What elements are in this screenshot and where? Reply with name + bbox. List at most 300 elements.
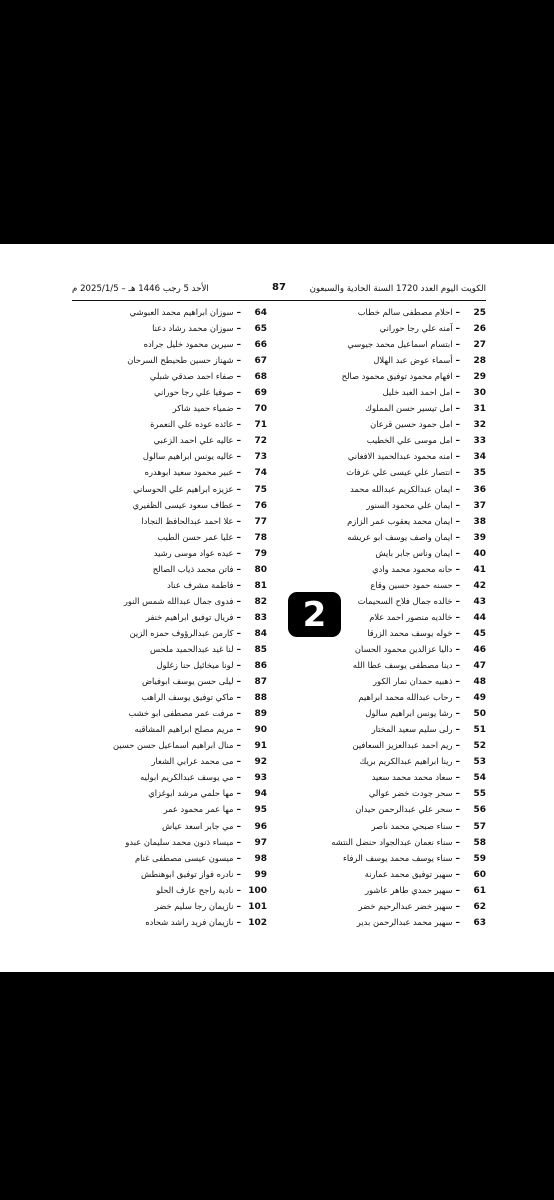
item-name: خوله يوسف محمد الزرقا bbox=[367, 627, 453, 638]
item-number: 43 bbox=[473, 596, 486, 607]
item-name: ايمان وناس جابر بايش bbox=[375, 547, 453, 558]
item-number: 77 bbox=[254, 516, 267, 527]
item-name: امل تيسير حسن المملوك bbox=[365, 403, 453, 414]
list-item bbox=[81, 785, 267, 801]
list-item bbox=[300, 577, 486, 593]
list-item bbox=[81, 689, 267, 705]
item-dash: – bbox=[236, 436, 241, 447]
item-name: لونا ميخائيل حنا زغلول bbox=[156, 660, 234, 671]
list-item bbox=[300, 866, 486, 882]
item-dash: – bbox=[236, 452, 241, 463]
list-item bbox=[81, 914, 267, 930]
item-dash: – bbox=[455, 741, 460, 752]
item-name: رحاب عبدالله محمد ابراهيم bbox=[358, 692, 453, 703]
list-item bbox=[300, 882, 486, 898]
list-item bbox=[81, 641, 267, 657]
item-number: 91 bbox=[254, 741, 267, 752]
item-dash: – bbox=[455, 837, 460, 848]
item-dash: – bbox=[236, 644, 241, 655]
item-number: 60 bbox=[473, 869, 486, 880]
item-dash: – bbox=[455, 709, 460, 720]
item-dash: – bbox=[455, 853, 460, 864]
item-name: امل موسى علي الخطيب bbox=[366, 435, 453, 446]
item-number: 38 bbox=[473, 516, 486, 527]
list-item bbox=[300, 320, 486, 336]
item-dash: – bbox=[455, 821, 460, 832]
item-name: ميسون عيسى مصطفى غنام bbox=[135, 852, 234, 863]
item-name: سناء نعمان عبدالجواد حنضل النتشه bbox=[331, 836, 453, 847]
list-item bbox=[300, 464, 486, 480]
list-item bbox=[300, 641, 486, 657]
item-dash: – bbox=[236, 741, 241, 752]
item-name: نازيمان رجا سليم خضر bbox=[154, 900, 234, 911]
item-name: انتصار علي عيسى علي عرفات bbox=[346, 467, 453, 478]
item-number: 37 bbox=[473, 500, 486, 511]
item-name: خالده جمال فلاح السحيمات bbox=[357, 595, 453, 606]
item-number: 90 bbox=[254, 725, 267, 736]
list-item bbox=[81, 882, 267, 898]
item-dash: – bbox=[236, 917, 241, 928]
list-item bbox=[300, 561, 486, 577]
item-dash: – bbox=[236, 628, 241, 639]
item-dash: – bbox=[236, 853, 241, 864]
item-dash: – bbox=[455, 661, 460, 672]
item-name: حانه محمود محمد وادي bbox=[372, 563, 453, 574]
list-item bbox=[81, 769, 267, 785]
item-number: 47 bbox=[473, 661, 486, 672]
list-item bbox=[81, 352, 267, 368]
item-number: 93 bbox=[254, 773, 267, 784]
item-number: 36 bbox=[473, 484, 486, 495]
item-name: حسنه حمود حسين وقاع bbox=[370, 579, 453, 590]
list-item bbox=[81, 850, 267, 866]
item-name: رلى سليم سعيد المختار bbox=[371, 724, 453, 735]
list-item bbox=[300, 545, 486, 561]
item-dash: – bbox=[455, 308, 460, 318]
item-number: 30 bbox=[473, 388, 486, 399]
item-name: ماكي توفيق يوسف الراهب bbox=[141, 692, 234, 703]
list-item bbox=[81, 432, 267, 448]
item-name: امنه محمود عبدالحميد الافغاني bbox=[347, 451, 453, 462]
item-dash: – bbox=[455, 885, 460, 896]
item-name: مرفت عمر مصطفى ابو خشب bbox=[128, 708, 234, 719]
item-dash: – bbox=[236, 340, 241, 351]
item-name: صوفيا علي رجا حوراني bbox=[154, 387, 234, 398]
list-item bbox=[300, 898, 486, 914]
item-dash: – bbox=[236, 869, 241, 880]
list-item bbox=[300, 481, 486, 497]
item-number: 72 bbox=[254, 436, 267, 447]
list-item bbox=[81, 561, 267, 577]
item-dash: – bbox=[236, 500, 241, 511]
item-number: 85 bbox=[254, 644, 267, 655]
list-item bbox=[81, 481, 267, 497]
list-item bbox=[81, 593, 267, 609]
item-number: 45 bbox=[473, 628, 486, 639]
item-dash: – bbox=[236, 693, 241, 704]
item-name: كارمن عبدالرؤوف حمزه الزين bbox=[129, 627, 234, 638]
item-dash: – bbox=[455, 516, 460, 527]
item-name: سعاد محمد محمد سعيد bbox=[371, 772, 453, 783]
gazette-issue-info: الكويت اليوم العدد 1720 السنة الحادية والسبعون bbox=[309, 284, 486, 294]
list-item bbox=[81, 384, 267, 400]
item-name: سوزان ابراهيم محمد العبوشي bbox=[129, 307, 234, 317]
item-number: 42 bbox=[473, 580, 486, 591]
item-dash: – bbox=[455, 596, 460, 607]
item-dash: – bbox=[455, 805, 460, 816]
item-name: عاليه يونس ابراهيم سالول bbox=[142, 451, 234, 462]
item-dash: – bbox=[236, 420, 241, 431]
list-item bbox=[81, 513, 267, 529]
item-number: 61 bbox=[473, 885, 486, 896]
item-dash: – bbox=[455, 340, 460, 351]
item-name: ابتسام اسماعيل محمد جيوسي bbox=[347, 339, 453, 350]
item-dash: – bbox=[455, 388, 460, 399]
list-item bbox=[81, 625, 267, 641]
list-item bbox=[300, 689, 486, 705]
item-number: 88 bbox=[254, 693, 267, 704]
item-dash: – bbox=[236, 837, 241, 848]
item-dash: – bbox=[236, 564, 241, 575]
item-number: 55 bbox=[473, 789, 486, 800]
item-number: 89 bbox=[254, 709, 267, 720]
item-name: عيده عواد موسى رشيد bbox=[153, 547, 234, 558]
page-header bbox=[72, 282, 486, 300]
item-number: 56 bbox=[473, 805, 486, 816]
item-dash: – bbox=[455, 436, 460, 447]
item-name: فاطمة مشرف عناد bbox=[167, 579, 234, 590]
item-number: 92 bbox=[254, 757, 267, 768]
item-dash: – bbox=[236, 484, 241, 495]
list-item bbox=[81, 673, 267, 689]
item-number: 33 bbox=[473, 436, 486, 447]
item-dash: – bbox=[236, 580, 241, 591]
item-dash: – bbox=[236, 404, 241, 415]
item-name: سحر جودت خضر عوالي bbox=[368, 788, 453, 799]
item-name: عزيزه ابراهيم علي الحوساني bbox=[133, 483, 234, 494]
item-name: خالديه منصور احمد علام bbox=[369, 611, 453, 622]
item-dash: – bbox=[455, 404, 460, 415]
item-name: مها عمر محمود عمر bbox=[163, 804, 234, 815]
item-dash: – bbox=[236, 356, 241, 367]
item-dash: – bbox=[236, 468, 241, 479]
item-dash: – bbox=[455, 757, 460, 768]
item-dash: – bbox=[455, 917, 460, 928]
list-item bbox=[81, 753, 267, 769]
item-number: 49 bbox=[473, 693, 486, 704]
item-number: 97 bbox=[254, 837, 267, 848]
item-name: سهير توفيق محمد عمارنة bbox=[364, 868, 453, 879]
item-dash: – bbox=[236, 821, 241, 832]
list-item bbox=[300, 513, 486, 529]
item-name: سناء يوسف محمد يوسف الرفاء bbox=[343, 852, 453, 863]
item-name: امل احمد العبد خليل bbox=[382, 387, 453, 398]
item-name: ايمان واصف يوسف ابو عريشه bbox=[347, 531, 453, 542]
item-dash: – bbox=[236, 596, 241, 607]
list-item bbox=[300, 416, 486, 432]
item-name: دينا مصطفى يوسف عطا الله bbox=[352, 660, 453, 671]
list-item bbox=[81, 464, 267, 480]
item-number: 41 bbox=[473, 564, 486, 575]
item-number: 98 bbox=[254, 853, 267, 864]
item-number: 100 bbox=[248, 885, 267, 896]
list-item bbox=[81, 304, 267, 320]
item-number: 28 bbox=[473, 356, 486, 367]
item-number: 101 bbox=[248, 901, 267, 912]
item-number: 25 bbox=[473, 308, 486, 318]
item-dash: – bbox=[455, 773, 460, 784]
item-name: ايمان محمد يعقوب عمر الزازم bbox=[347, 515, 453, 526]
item-name: سيرين محمود خليل جراده bbox=[143, 339, 234, 350]
item-name: رينا ابراهيم عبدالكريم بريك bbox=[359, 756, 453, 767]
item-dash: – bbox=[236, 805, 241, 816]
list-item bbox=[300, 834, 486, 850]
list-item bbox=[300, 448, 486, 464]
item-name: ريم احمد عبدالعزيز السعافين bbox=[352, 740, 453, 751]
list-item bbox=[300, 304, 486, 320]
list-item bbox=[300, 801, 486, 817]
list-item bbox=[300, 673, 486, 689]
list-item bbox=[300, 769, 486, 785]
item-number: 64 bbox=[254, 308, 267, 318]
item-name: ايمان عبدالكريم عبدالله محمد bbox=[350, 483, 453, 494]
item-number: 66 bbox=[254, 340, 267, 351]
item-dash: – bbox=[236, 661, 241, 672]
item-dash: – bbox=[236, 773, 241, 784]
item-name: نادره فواز توفيق ابوهنطش bbox=[140, 868, 234, 879]
item-number: 39 bbox=[473, 532, 486, 543]
item-number: 29 bbox=[473, 372, 486, 383]
item-name: سناء صبحي محمد ناصر bbox=[371, 820, 453, 831]
item-number: 79 bbox=[254, 548, 267, 559]
item-name: احلام مصطفى سالم خطاب bbox=[357, 307, 453, 317]
header-rule bbox=[72, 300, 486, 301]
item-name: ليلى حسن يوسف ابوفياض bbox=[141, 676, 234, 687]
item-name: افهام محمود توفيق محمود صالح bbox=[341, 371, 453, 382]
item-number: 54 bbox=[473, 773, 486, 784]
item-dash: – bbox=[455, 484, 460, 495]
item-dash: – bbox=[455, 532, 460, 543]
item-dash: – bbox=[455, 500, 460, 511]
item-name: سهير خضر عبدالرحيم خضر bbox=[358, 900, 453, 911]
item-number: 48 bbox=[473, 677, 486, 688]
item-name: فريال توفيق ابراهيم خنفر bbox=[145, 611, 234, 622]
list-item bbox=[81, 737, 267, 753]
list-item bbox=[81, 577, 267, 593]
item-name: شهناز حسين طحيطح السرحان bbox=[127, 355, 234, 366]
list-item bbox=[300, 657, 486, 673]
item-number: 57 bbox=[473, 821, 486, 832]
item-number: 68 bbox=[254, 372, 267, 383]
number-badge: 2 bbox=[288, 592, 341, 637]
item-number: 67 bbox=[254, 356, 267, 367]
item-number: 75 bbox=[254, 484, 267, 495]
item-name: داليا عزالدين محمود الحسان bbox=[354, 643, 453, 654]
item-dash: – bbox=[236, 532, 241, 543]
item-name: سهير حمدي طاهر عاشور bbox=[365, 884, 453, 895]
item-name: نادية راجح عارف الحلو bbox=[156, 884, 234, 895]
item-name: ضمياء حميد شاكر bbox=[172, 403, 234, 414]
item-name: عبير محمود سعيد ابوهدره bbox=[144, 467, 234, 478]
item-number: 80 bbox=[254, 564, 267, 575]
item-dash: – bbox=[236, 885, 241, 896]
item-name: أسماء عوض عبد الهلال bbox=[373, 355, 453, 366]
item-name: مها حلمي مرشد ابوغزاي bbox=[148, 788, 234, 799]
item-dash: – bbox=[236, 677, 241, 688]
item-number: 26 bbox=[473, 324, 486, 335]
item-name: سوزان محمد رشاد دعنا bbox=[152, 323, 234, 334]
item-number: 52 bbox=[473, 741, 486, 752]
item-number: 34 bbox=[473, 452, 486, 463]
item-dash: – bbox=[236, 757, 241, 768]
list-item bbox=[81, 336, 267, 352]
list-item bbox=[81, 657, 267, 673]
item-dash: – bbox=[236, 548, 241, 559]
item-dash: – bbox=[236, 789, 241, 800]
item-number: 44 bbox=[473, 612, 486, 623]
item-dash: – bbox=[455, 869, 460, 880]
item-dash: – bbox=[455, 564, 460, 575]
list-item bbox=[300, 705, 486, 721]
item-dash: – bbox=[455, 548, 460, 559]
list-item bbox=[81, 529, 267, 545]
item-name: عائده عوده علي النعمرة bbox=[150, 419, 234, 430]
item-number: 71 bbox=[254, 420, 267, 431]
item-number: 95 bbox=[254, 805, 267, 816]
item-number: 73 bbox=[254, 452, 267, 463]
item-name: امل حمود حسين قرعان bbox=[370, 419, 453, 430]
item-dash: – bbox=[455, 452, 460, 463]
list-item bbox=[300, 850, 486, 866]
item-dash: – bbox=[455, 468, 460, 479]
item-name: ذهبيه حمدان نمار الكور bbox=[373, 676, 453, 687]
list-item bbox=[300, 785, 486, 801]
item-dash: – bbox=[455, 901, 460, 912]
item-dash: – bbox=[236, 725, 241, 736]
item-dash: – bbox=[455, 725, 460, 736]
item-number: 58 bbox=[473, 837, 486, 848]
list-item bbox=[300, 368, 486, 384]
item-number: 86 bbox=[254, 661, 267, 672]
list-item bbox=[300, 529, 486, 545]
item-name: مي جابر اسعد عياش bbox=[161, 820, 234, 831]
item-name: فدوى جمال عبدالله شمس النور bbox=[123, 595, 234, 606]
item-name: عطاف سعود عيسى الظفيري bbox=[132, 499, 234, 510]
item-dash: – bbox=[455, 356, 460, 367]
item-number: 94 bbox=[254, 789, 267, 800]
item-number: 31 bbox=[473, 404, 486, 415]
list-item bbox=[81, 545, 267, 561]
item-number: 84 bbox=[254, 628, 267, 639]
item-number: 70 bbox=[254, 404, 267, 415]
item-name: فاتن محمد ذياب الصالح bbox=[152, 563, 234, 574]
item-dash: – bbox=[455, 628, 460, 639]
list-item bbox=[81, 497, 267, 513]
item-number: 74 bbox=[254, 468, 267, 479]
item-dash: – bbox=[236, 709, 241, 720]
item-number: 76 bbox=[254, 500, 267, 511]
item-dash: – bbox=[236, 324, 241, 335]
list-item bbox=[81, 866, 267, 882]
item-number: 99 bbox=[254, 869, 267, 880]
list-item bbox=[81, 368, 267, 384]
list-item bbox=[300, 737, 486, 753]
item-number: 65 bbox=[254, 324, 267, 335]
list-item bbox=[81, 320, 267, 336]
list-item bbox=[300, 400, 486, 416]
item-name: سهير محمد عبدالرحمن بدير bbox=[356, 916, 453, 927]
item-dash: – bbox=[455, 677, 460, 688]
item-name: سحر علي عبدالرحمن حيدان bbox=[355, 804, 453, 815]
item-number: 69 bbox=[254, 388, 267, 399]
item-dash: – bbox=[455, 644, 460, 655]
item-name: مي يوسف عبدالكريم ابوليه bbox=[140, 772, 234, 783]
list-item bbox=[300, 753, 486, 769]
list-item bbox=[300, 384, 486, 400]
item-number: 102 bbox=[248, 917, 267, 928]
item-number: 46 bbox=[473, 644, 486, 655]
list-item bbox=[81, 400, 267, 416]
item-name: لنا غيد عبدالحميد ملحس bbox=[150, 643, 234, 654]
list-item bbox=[300, 432, 486, 448]
list-item bbox=[81, 416, 267, 432]
item-dash: – bbox=[236, 388, 241, 399]
item-number: 27 bbox=[473, 340, 486, 351]
item-name: نازيمان فريد راشد شحاده bbox=[145, 916, 234, 927]
item-name: عاليه علي احمد الزعبي bbox=[153, 435, 234, 446]
item-number: 83 bbox=[254, 612, 267, 623]
issue-date: الأحد 5 رجب 1446 هـ – 2025/1/5 م bbox=[72, 284, 209, 294]
list-item bbox=[81, 609, 267, 625]
item-number: 62 bbox=[473, 901, 486, 912]
list-item bbox=[300, 352, 486, 368]
item-dash: – bbox=[455, 372, 460, 383]
item-name: علا احمد عبدالحافظ النجادا bbox=[141, 515, 234, 526]
list-item bbox=[81, 818, 267, 834]
item-dash: – bbox=[236, 516, 241, 527]
item-dash: – bbox=[455, 693, 460, 704]
list-item bbox=[81, 834, 267, 850]
document-page bbox=[0, 244, 554, 972]
item-number: 35 bbox=[473, 468, 486, 479]
item-number: 81 bbox=[254, 580, 267, 591]
item-number: 53 bbox=[473, 757, 486, 768]
list-item bbox=[300, 336, 486, 352]
list-item bbox=[81, 801, 267, 817]
item-name: منال ابراهيم اسماعيل حسن حسين bbox=[113, 740, 234, 751]
item-number: 78 bbox=[254, 532, 267, 543]
item-number: 63 bbox=[473, 917, 486, 928]
item-dash: – bbox=[236, 612, 241, 623]
item-number: 82 bbox=[254, 596, 267, 607]
list-item bbox=[300, 914, 486, 930]
item-name: صفاء احمد صدقي شبلي bbox=[149, 371, 234, 382]
list-item bbox=[81, 705, 267, 721]
item-dash: – bbox=[236, 372, 241, 383]
item-dash: – bbox=[455, 324, 460, 335]
list-item bbox=[81, 898, 267, 914]
list-item bbox=[300, 497, 486, 513]
item-number: 59 bbox=[473, 853, 486, 864]
item-dash: – bbox=[236, 901, 241, 912]
item-name: ايمان علي محمود السنور bbox=[366, 499, 453, 510]
item-dash: – bbox=[455, 789, 460, 800]
item-number: 40 bbox=[473, 548, 486, 559]
page-number: 87 bbox=[272, 282, 286, 293]
item-name: عليا عمر حسن الطيب bbox=[157, 531, 234, 542]
list-item bbox=[81, 448, 267, 464]
list-item bbox=[81, 721, 267, 737]
